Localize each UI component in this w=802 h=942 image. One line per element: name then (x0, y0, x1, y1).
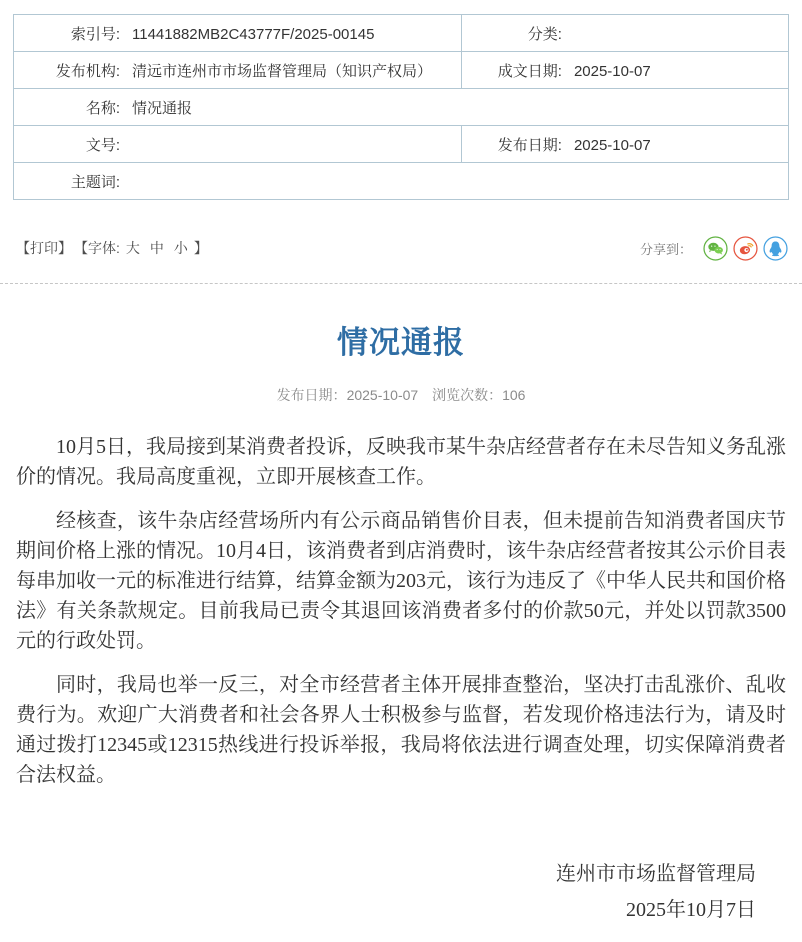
table-row (14, 163, 789, 200)
page-title: 情况通报 (337, 325, 465, 360)
keywords-cell (14, 163, 789, 200)
signature-org: 连州市市场监督管理局 (556, 863, 756, 885)
document-name-value: 情况通报 (132, 99, 193, 117)
index-number-label: 索引号: (70, 25, 120, 43)
view-count-value: 106 (502, 387, 526, 403)
signature-block (16, 856, 786, 942)
wechat-share-icon[interactable] (703, 236, 728, 261)
table-row (14, 15, 789, 52)
print-font-controls (16, 238, 208, 258)
share-label: 分享到： (639, 241, 692, 257)
keywords-label: 主题词: (70, 173, 120, 191)
document-number-cell (14, 126, 462, 163)
category-cell (461, 15, 788, 52)
table-row (14, 89, 789, 126)
weibo-share-icon[interactable] (733, 236, 758, 261)
written-date-value: 2025-10-07 (573, 62, 651, 80)
index-number-cell (14, 15, 462, 52)
document-name-cell (14, 89, 789, 126)
signature-date: 2025年10月7日 (626, 899, 756, 921)
document-name-label: 名称: (85, 99, 120, 117)
qq-share-icon[interactable] (763, 236, 788, 261)
font-size-small-button[interactable]: 小 (173, 240, 188, 256)
article-paragraph: 同时，我局也举一反三，对全市经营者主体开展排查整治，坚决打击乱涨价、乱收费行为。欢迎广大消费者和社会各界人士积极参与监督，若发现价格违法行为，请及时通过拨打12345或12315热线进行投诉举报，我局将依法进行调查处理，切实保障消费者合法权益。 (16, 674, 786, 786)
publish-date-cell (461, 126, 788, 163)
publish-date-meta-label: 发布日期： (276, 387, 347, 403)
written-date-cell (461, 52, 788, 89)
share-controls (640, 236, 788, 261)
article-paragraph: 10月5日，我局接到某消费者投诉，反映我市某牛杂店经营者存在未尽告知义务乱涨价的情况。我局高度重视，立即开展核查工作。 (16, 436, 786, 488)
font-size-prefix: 【字体: (74, 240, 120, 256)
table-row (14, 126, 789, 163)
issuing-agency-label: 发布机构: (55, 62, 120, 80)
issuing-agency-value: 清远市连州市市场监督管理局（知识产权局） (132, 62, 433, 80)
document-info-table (13, 14, 789, 200)
article-body (16, 432, 786, 790)
view-count-label: 浏览次数： (432, 387, 503, 403)
font-size-large-button[interactable]: 大 (125, 240, 140, 256)
index-number-value: 11441882MB2C43777F/2025-00145 (132, 25, 375, 43)
issuing-agency-cell (14, 52, 462, 89)
publish-date-meta-value: 2025-10-07 (346, 387, 419, 403)
view-count-meta (432, 387, 525, 403)
category-label: 分类: (527, 25, 562, 43)
font-size-medium-button[interactable]: 中 (149, 240, 164, 256)
page-toolbar (16, 234, 788, 262)
publish-date-meta (277, 387, 419, 403)
article (0, 317, 802, 942)
written-date-label: 成文日期: (497, 62, 562, 80)
publish-date-label: 发布日期: (497, 136, 562, 154)
dashed-separator (0, 283, 802, 284)
article-meta (16, 385, 786, 405)
article-paragraph: 经核查，该牛杂店经营场所内有公示商品销售价目表，但未提前告知消费者国庆节期间价格上涨的情况。10月4日，该消费者到店消费时，该牛杂店经营者按其公示价目表每串加收一元的标准进行结算，结算金额为203元，该行为违反了《中华人民共和国价格法》有关条款规定。目前我局已责令其退回该消费者多付的价款50元，并处以罚款3500元的行政处罚。 (16, 510, 786, 652)
publish-date-value: 2025-10-07 (573, 136, 651, 154)
document-number-label: 文号: (85, 136, 120, 154)
table-row (14, 52, 789, 89)
font-size-suffix: 】 (193, 240, 208, 256)
print-button[interactable]: 【打印】 (16, 240, 72, 256)
